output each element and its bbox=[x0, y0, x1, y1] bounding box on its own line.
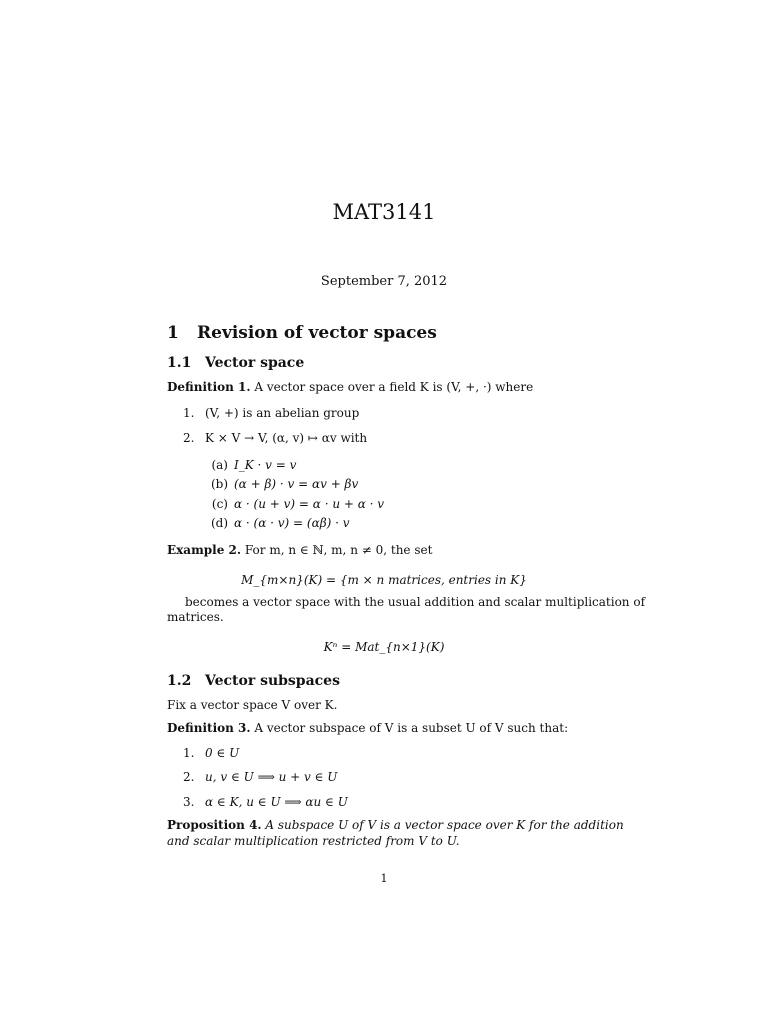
example-continuation: becomes a vector space with the usual addition and scalar multiplication of bbox=[185, 595, 646, 609]
proposition-text: A subspace U of V is a vector space over K for the addition bbox=[265, 818, 624, 832]
example-label: Example 2. bbox=[167, 543, 242, 557]
subsection-number: 1.1 bbox=[167, 355, 192, 371]
proposition-4 bbox=[167, 818, 624, 832]
list-text: (V, +) is an abelian group bbox=[205, 406, 360, 420]
example-text: For m, n ∈ ℕ, m, n ≠ 0, the set bbox=[244, 543, 433, 557]
document-title: MAT3141 bbox=[332, 200, 436, 224]
subsection-number: 1.2 bbox=[167, 673, 192, 689]
list-item bbox=[183, 770, 337, 784]
sub-list-item bbox=[202, 516, 350, 530]
sub-list-label: (d) bbox=[210, 516, 228, 530]
proposition-text-continued: and scalar multiplication restricted from V to U. bbox=[167, 834, 460, 848]
sub-list-text: I_K · v = v bbox=[234, 458, 297, 472]
sub-list-label: (b) bbox=[210, 477, 228, 491]
definition-text: A vector space over a field K is (V, +, ·) where bbox=[254, 380, 534, 394]
list-text: K × V → V, (α, v) ↦ αv with bbox=[205, 431, 368, 445]
sub-list-item bbox=[202, 458, 296, 472]
subsection-heading-1-1 bbox=[167, 355, 304, 371]
section-title: Revision of vector spaces bbox=[197, 323, 437, 343]
list-item bbox=[183, 746, 239, 760]
sub-list-text: α · (α · v) = (αβ) · v bbox=[234, 516, 350, 530]
definition-1 bbox=[167, 380, 533, 394]
definition-text: A vector subspace of V is a subset U of V such that: bbox=[254, 721, 569, 735]
list-text: α ∈ K, u ∈ U ⟹ αu ∈ U bbox=[205, 795, 348, 809]
subsection-heading-1-2 bbox=[167, 673, 340, 689]
definition-3 bbox=[167, 721, 568, 735]
list-number: 2. bbox=[183, 431, 195, 445]
list-number: 1. bbox=[183, 746, 195, 760]
definition-label: Definition 1. bbox=[167, 380, 251, 394]
sub-list-label: (c) bbox=[211, 497, 228, 511]
subsection-title: Vector subspaces bbox=[205, 673, 340, 689]
list-number: 2. bbox=[183, 770, 195, 784]
equation-matrices: M_{m×n}(K) = {m × n matrices, entries in K} bbox=[241, 573, 527, 587]
sub-list-item bbox=[202, 477, 358, 491]
list-item bbox=[183, 795, 348, 809]
list-text: 0 ∈ U bbox=[205, 746, 240, 760]
sub-list-text: α · (u + v) = α · u + α · v bbox=[234, 497, 385, 511]
section-number: 1 bbox=[167, 323, 179, 343]
list-text: u, v ∈ U ⟹ u + v ∈ U bbox=[205, 770, 338, 784]
example-2 bbox=[167, 543, 432, 557]
list-item bbox=[183, 431, 367, 445]
list-number: 1. bbox=[183, 406, 195, 420]
example-continuation: matrices. bbox=[167, 610, 224, 624]
page-number: 1 bbox=[380, 872, 388, 885]
proposition-label: Proposition 4. bbox=[167, 818, 262, 832]
equation-kn: Kⁿ = Mat_{n×1}(K) bbox=[323, 640, 445, 654]
paragraph: Fix a vector space V over K. bbox=[167, 698, 338, 712]
list-item bbox=[183, 406, 359, 420]
subsection-title: Vector space bbox=[205, 355, 305, 371]
document-date: September 7, 2012 bbox=[320, 274, 448, 289]
sub-list-label: (a) bbox=[211, 458, 228, 472]
list-number: 3. bbox=[183, 795, 195, 809]
sub-list-text: (α + β) · v = αv + βv bbox=[234, 477, 359, 491]
definition-label: Definition 3. bbox=[167, 721, 251, 735]
sub-list-item bbox=[202, 497, 384, 511]
section-heading-1 bbox=[167, 323, 437, 343]
